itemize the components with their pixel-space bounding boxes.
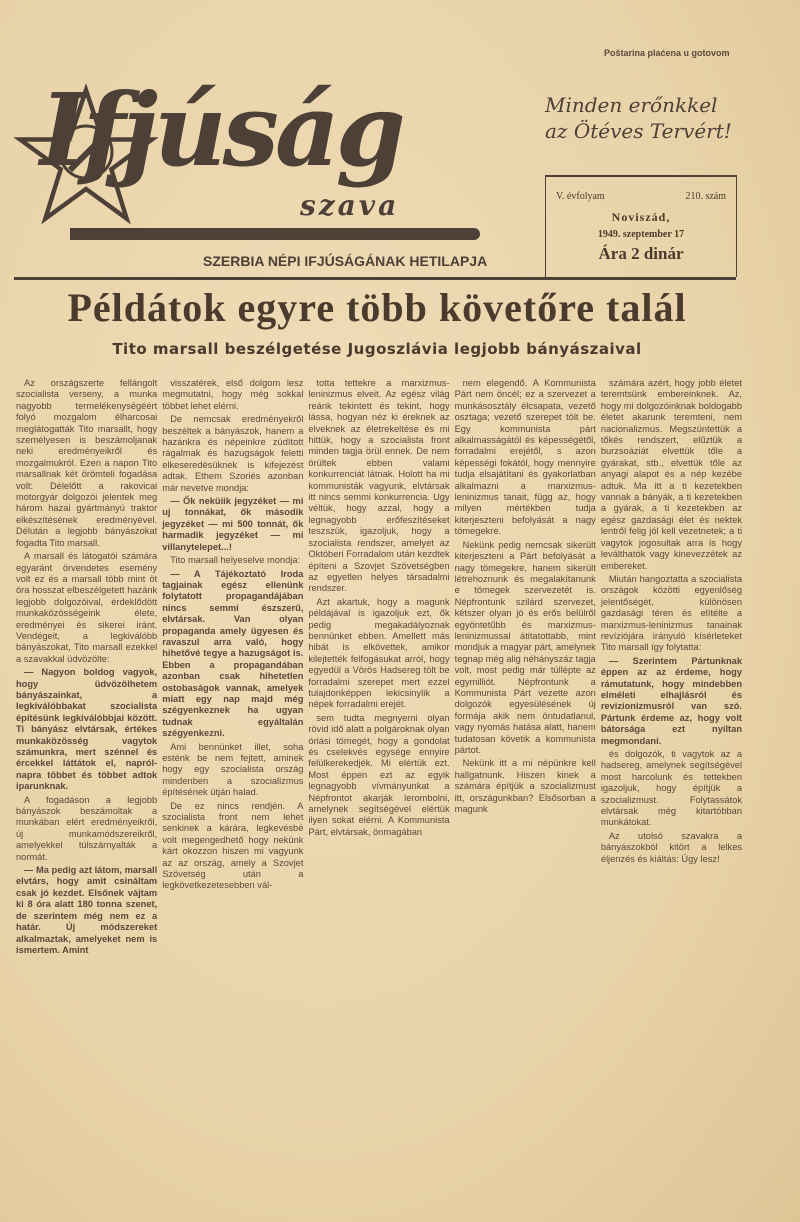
- newspaper-subtitle: SZERBIA NÉPI IFJÚSÁGÁNAK HETILAPJA: [203, 253, 488, 269]
- paragraph: totta tettekre a marxizmus-leninizmus elveit. Az egész világ reánk tekintett és tekint, hogy lássa, hogyan néz ki éreknek az elveknek az életrekeltése és mi hittük, hogy a szocialista front minden tagja örül ennek. De nem örültek ebben valami konkurrenciát látnak. Holott ha mi kommunisták vagyunk, elvtársak itt nincs semmi konkurrencia. Ugy véltük, hogy azzal, hogy a legnagyobb erőfeszítéseket teszszük, igazoljuk, hogy a szocialista rendszer, amelyet az Októberi Forradalom után kezdtek építeni a Szovjet Szövetségben az egyetlen helyes társadalmi rendszer.: [308, 378, 450, 594]
- text-column: [162, 378, 303, 958]
- paragraph: Ami bennünket illet, soha esténk be nem fejtett, aminek hogy egy szocialista ország mindenben a szocializmus építésének útján halad.: [162, 741, 304, 798]
- postage-note: Poštarina plaćena u gotovom: [604, 48, 730, 58]
- paragraph: Nekünk pedig nemcsak sikerült kiterjeszteni a Párt befolyását a nagy tömegekre, hanem sikerült létrehoznunk és megalakítanunk e tömegek szervezetét is. Népfrontunk szilárd szervezet, kétszer olyan jó és erős belülről egyöntetűbb és marxizmus-leninizmussal átitatottabb, mint mondjuk a magyar párt, amelynek tegnap még alig néhányszáz tagja volt, most pedig már túllépte az egymilliót. Népfrontunk a Kommunista Párt vezette azon dolgozók egyesülésének új formája akik nem öntudatlanul, vagy nyomás hatása alatt, hanem tudatosan követik a kommunista pártot.: [454, 539, 596, 755]
- paragraph: sem tudta megnyerni olyan rövid idő alatt a polgároknak olyan óriási tömegét, hogy a gondolat és cselekvés egysége ennyire felülkerekedjék. Mi elértük ezt. Most éppen ezt az egyik legnagyobb vívmányunkat a Népfrontot akarják lerombolni, amelynek segítségével elértük ilyen sokat elérni. A Kommunista Párt, elvtársak, önmagában: [308, 712, 450, 837]
- text-column: [16, 378, 157, 958]
- paragraph: De ez nincs rendjén. A szocialista front nem lehet senkinek a kárára, legkevésbé volt megengedhető hogy nekünk kárt okozzon hiszen mi vagyunk az az ország, amely a Szovjet Szövetség után a legkövetkezetesebben vál-: [162, 800, 304, 891]
- paragraph: Miután hangoztatta a szocialista országok közötti egyenlőség jelentőségét, különösen gazdasági téren és elítélte a marxizmus-leninizmus tanainak revíziójára irányuló kísérleteket Tito marsall így folytatta:: [600, 573, 743, 653]
- article-body: [16, 378, 742, 958]
- paragraph: Tito marsall helyeselve mondja:: [170, 555, 301, 566]
- issue-info-box: [545, 175, 737, 277]
- issue-date: 1949. szeptember 17: [597, 229, 685, 240]
- newspaper-title-sub: szava: [300, 189, 400, 222]
- paragraph: A marsall és látogatói számára egyaránt örvendetes esemény volt ez és a marsall több mint öt óra hosszat elbeszélgetett hazánk legjobb dolgozóival, érdeklődött munkaközösségeink élete, eredményei és sikerei iránt. Vendégeit, a legkiválóbb bányászokat, Tito marsall ezekkel a szavakkal üdvözölte:: [16, 551, 158, 664]
- paragraph: — Ők neküiik jegyzéket — mi uj tonnákat, ők második jegyzéket — mi 500 tonnát, ők harmadik jegyzéket — mi villanytelepet...!: [162, 496, 304, 552]
- paragraph: és dolgozók, ti vagytok az a hadsereg, amelynek segítségével most harcolunk és tettekben igazoljuk, hogy építjük a szocializmust. Folytassátok elvtársak még kitartóbban munkátokat.: [600, 749, 743, 828]
- paragraph: számára azért, hogy jobb életet teremtsünk embereinknek. Az, hogy mi dolgozóinknak boldogabb életet akarunk teremteni, nem nacionalizmus. Megszüntettük a tőkés rendszert, elűztük a burzsoáziát elvettük tőle a gyárakat, stb., elvettük tőle az anyagi alapot és a nép kezébe adtuk. Ma itt a ti kezetekben vannak a bányák, a ti kezetekben a gyárak, a ti kezetekben az egész gazdasági élet és nektek lentről felig jól kell vezetnetek; a ti vagytok jogosultak arra is hogy leválthatók vagy kinevezzétek az embereket.: [600, 378, 743, 571]
- text-column: [455, 378, 596, 958]
- masthead-divider: [14, 277, 736, 280]
- paragraph: Azt akartuk, hogy a magunk példájával is igazoljuk ezt, ők pedig megakadályoznak bennünket ebben. Amellett más hibát is elkövettek, amikor kilejtették felfogásukat arról, hogy egyedül a Vörös Hadsereg tölt be forradalmi szerepet mert ezzel tulajdonképpen lekicsinylik a népek forradalmi erejét.: [308, 596, 450, 710]
- paragraph: — Nagyon boldog vagyok, hogy üdvözölhetem bányászainkat, a legkiválóbbakat szocialista építésünk legkiválóbbjai között. Ti bányász elvtársak, értékes munkaközösség vagytok számunkra, mert szénnel és ércekkel láttátok el, napról-napra többet és többet adtok iparunknak.: [16, 667, 158, 792]
- text-column: [308, 378, 449, 958]
- article-headline: Példátok egyre több követőre talál: [67, 285, 687, 330]
- paragraph: visszatérek, első dolgom lesz megmutatni, hogy még sokkal többet lehet elérni.: [162, 378, 304, 411]
- slogan-line: az Ötéves Tervért!: [545, 119, 732, 143]
- city: Noviszád,: [611, 210, 671, 224]
- text-column: [601, 378, 742, 958]
- volume: V. évfolyam: [556, 191, 605, 202]
- paragraph: — Szerintem Pártunknak éppen az az érdeme, hogy rámutatunk, hogy mindebben elméleti elhajlásról és revizionizmusról van szó. Pártunk érdeme az, hogy volt bátorsága ezt nyíltan megmondani.: [600, 655, 743, 746]
- paragraph: — Ma pedig azt látom, marsall elvtárs, hogy amit csináltam csak jó kezdet. Elsőnek vájtam ki 8 óra alatt 180 tonna szenet, de szerintem még nem ez a határ. Új módszereket alkalmaztak, amelyeket nem is ismertem. Amint: [16, 865, 158, 955]
- slogan-line: Minden erőnkkel: [545, 93, 718, 117]
- paragraph: Az utolsó szavakra a bányászokból kitört a lelkes éljenzés és kiáltás: Úgy lesz!: [600, 830, 743, 864]
- newspaper-title: Ifjúság: [40, 71, 402, 189]
- slogan: [545, 92, 732, 144]
- price: Ára 2 dinár: [598, 244, 684, 263]
- article-subheadline: Tito marsall beszélgetése Jugoszlávia legjobb bányászaival: [112, 340, 642, 358]
- paragraph: Az országszerte fellángolt szocialista verseny, a munka nagyobb termelékenységéért folyó mozgalom élharcosai meglátogatták Tito marsallt, hogy személyesen is beszámoljanak neki eredményeikről és mozgalmukról. Ezen a napon Tito marsallnak két örömteli fogadása volt: Délelőtt a rakovicai motorgyár dolgozói jelentek meg három hazai gyártmányú traktor elkészítésének eredményével. Délután a legjobb bányászokat fogadta Tito marsall.: [16, 378, 158, 548]
- title-underline-swoosh: [70, 228, 480, 240]
- issue-number: 210. szám: [685, 191, 726, 202]
- paragraph: De nemcsak eredményekről beszéltek a bányászok, hanem a hazánkra és népeinkre zúdított rágalmak és hazugságok feletti elkeseredésüknek is kifejezést adtak. Ethem Szoriés azonban már nevetve mondja:: [162, 414, 304, 493]
- paragraph: nem elegendő. A Kommunista Párt nem öncél; ez a szervezet a munkásosztály élcsapata, vezető osztaga; vezető szerepet tölt be. Egy kommunista párt alkalmasságától és képességétől, forradalmi erejétől, s azon képességi fokától, hogy mennyire tudja elsajátítani és gyakorlatban alkalmazni a marxizmus-leninizmus tanait, függ az, hogy milyen mértékben tudja kiterjeszteni befolyását a nagy tömegekre.: [454, 378, 596, 537]
- paragraph: A fogadáson a legjobb bányászok beszámoltak a munkában elért eredményeikről, új munkamódszereikről, amelyekkel túlszárnyalták a normát.: [16, 794, 158, 862]
- paragraph: — A Tájékoztató Iroda tagjainak egész ellenünk folytatott propagandájában nincs semmi észszerű, elvtársak. Van olyan propaganda amely ügyesen és ravaszul arra való, hogy hihetővé tegye a hazugságot is. Ebben a propagandában azonban csak hihetetlen ostobaságok vannak, amelyek miatt egy nap majd még szégyenkeznek ha ugyan tudnak egyáltalán szégyenkezni.: [162, 568, 304, 739]
- paragraph: Nekünk itt a mi népünkre kell hallgatnunk. Hiszen kinek a számára építjük a szocializmust itt, országunkban? Elsősorban a magunk: [454, 758, 596, 815]
